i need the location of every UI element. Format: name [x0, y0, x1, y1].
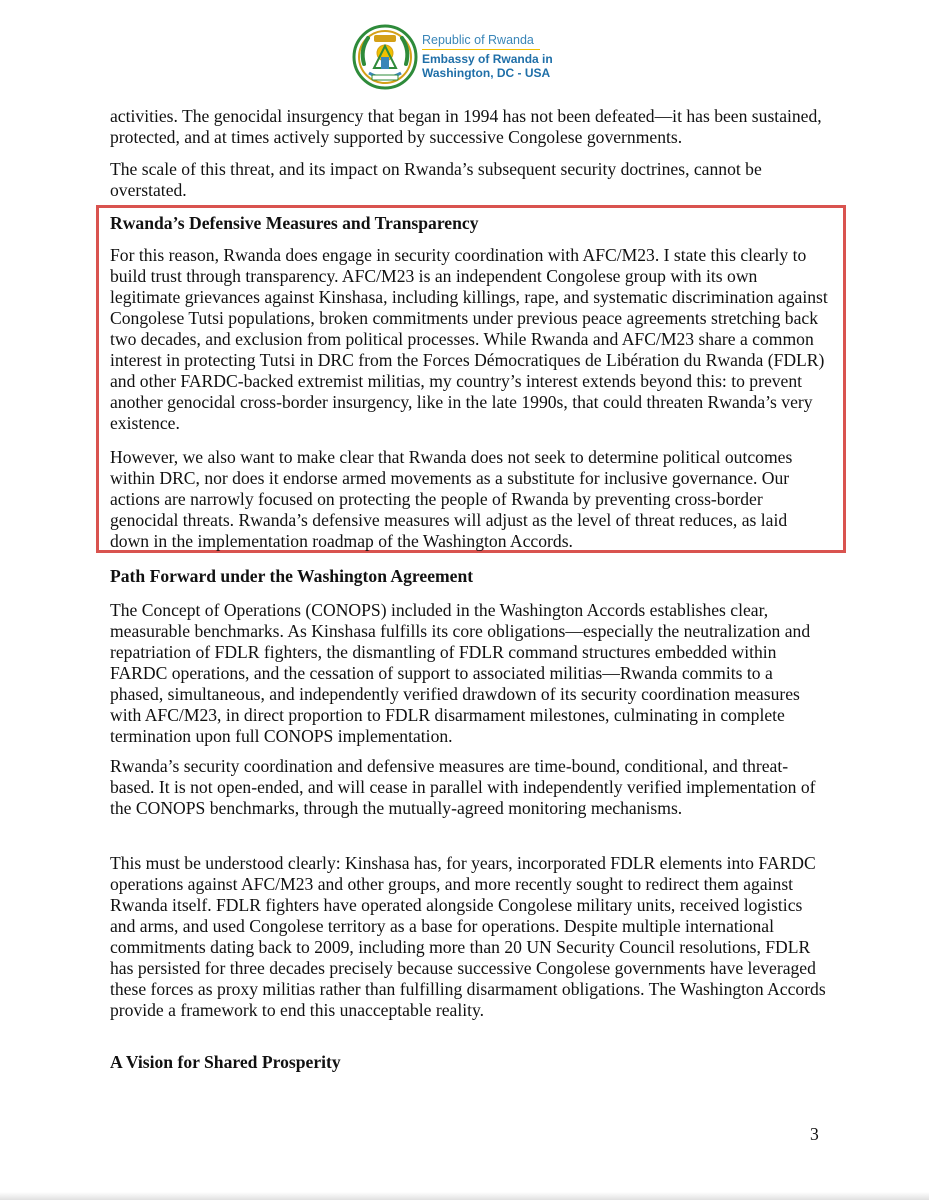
letterhead-republic: Republic of Rwanda	[422, 33, 534, 48]
section-heading-defensive-measures: Rwanda’s Defensive Measures and Transparency	[110, 213, 479, 233]
path-forward-paragraph-2: Rwanda’s security coordination and defensive measures are time-bound, conditional, and threat-based. It is not open-ended, and will cease in parallel with independently verified implementation of the CONOPS benchmarks, through the mutually-agreed monitoring mechanisms.	[110, 756, 816, 818]
page-edge	[0, 1192, 929, 1200]
path-forward-paragraph-1: The Concept of Operations (CONOPS) included in the Washington Accords establishes clear, measurable benchmarks. As Kinshasa fulfills its core obligations—especially the neutralization and repatriation of FDLR fighters, the dismantling of FDLR command structures embedded within FARDC operations, and the cessation of support to associated militias—Rwanda commits to a phased, simultaneous, and independently verified drawdown of its security coordination measures with AFC/M23, in direct proportion to FDLR disarmament milestones, culminating in complete termination upon full CONOPS implementation.	[110, 600, 811, 746]
intro-paragraph-1: activities. The genocidal insurgency that began in 1994 has not been defeated—it has been sustained, protected, and at times actively supported by successive Congolese governments.	[110, 106, 822, 147]
defensive-paragraph-2: However, we also want to make clear that Rwanda does not seek to determine political outcomes within DRC, nor does it endorse armed movements as a substitute for inclusive governance. Our actions are narrowly focused on protecting the people of Rwanda by preventing cross-border genocidal threats. Rwanda’s defensive measures will adjust as the level of threat reduces, as laid down in the implementation roadmap of the Washington Accords.	[110, 447, 793, 551]
path-forward-paragraph-3: This must be understood clearly: Kinshasa has, for years, incorporated FDLR elements into FARDC operations against AFC/M23 and other groups, and more recently sought to redirect them against Rwanda itself. FDLR fighters have operated alongside Congolese military units, received logistics and arms, and used Congolese territory as a base for operations. Despite multiple international commitments dating back to 2009, including more than 20 UN Security Council resolutions, FDLR has persisted for three decades precisely because successive Congolese governments have leveraged these forces as proxy militias rather than fulfilling disarmament obligations. The Washington Accords provide a framework to end this unacceptable reality.	[110, 853, 826, 1020]
letterhead-text	[422, 33, 553, 81]
letterhead-city: Washington, DC - USA	[422, 66, 551, 81]
rwanda-coat-of-arms-icon	[352, 24, 418, 90]
section-heading-vision: A Vision for Shared Prosperity	[110, 1052, 341, 1072]
page-number: 3	[810, 1124, 819, 1144]
letterhead-divider	[422, 49, 540, 50]
letterhead	[352, 22, 553, 92]
section-heading-path-forward: Path Forward under the Washington Agreement	[110, 566, 474, 586]
intro-paragraph-2: The scale of this threat, and its impact on Rwanda’s subsequent security doctrines, cannot be overstated.	[110, 159, 762, 200]
defensive-paragraph-1: For this reason, Rwanda does engage in security coordination with AFC/M23. I state this clearly to build trust through transparency. AFC/M23 is an independent Congolese group with its own legitimate grievances against Kinshasa, including killings, rape, and systematic discrimination against Congolese Tutsi populations, broken commitments under previous peace agreements stretching back two decades, and exclusion from political processes. While Rwanda and AFC/M23 share a common interest in protecting Tutsi in DRC from the Forces Démocratiques de Libération du Rwanda (FDLR) and other FARDC-backed extremist militias, my country’s interest extends beyond this: to prevent another genocidal cross-border insurgency, like in the late 1990s, that could threaten Rwanda’s very existence.	[110, 245, 828, 433]
letterhead-embassy: Embassy of Rwanda in	[422, 51, 553, 66]
